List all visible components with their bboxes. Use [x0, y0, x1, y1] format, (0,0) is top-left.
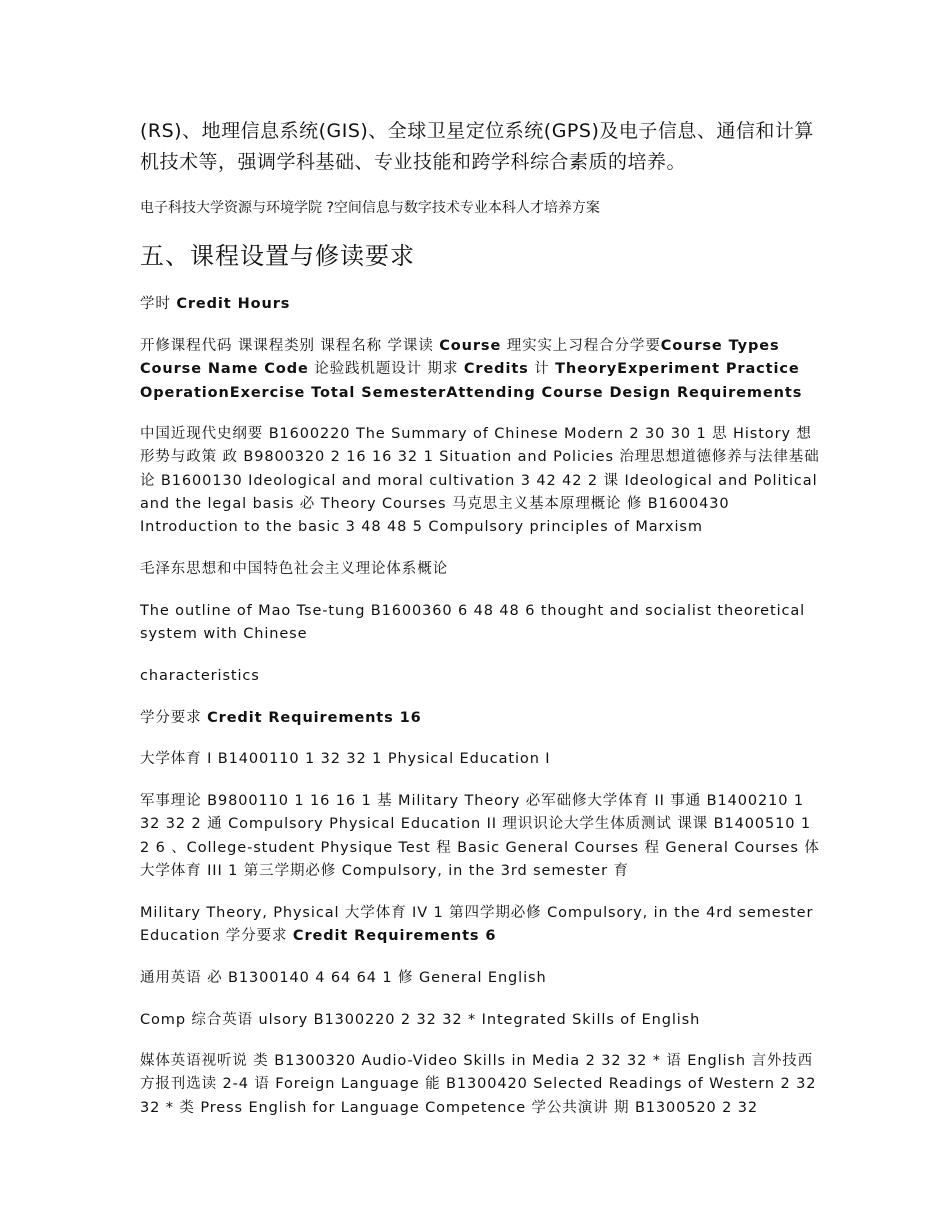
general-english-line: 通用英语 必 B1300140 4 64 64 1 修 General English	[140, 970, 547, 986]
header-text-1: 开修课程代码 课课程类别 课程名称 学课读	[140, 338, 434, 354]
credit-requirements-16-line	[140, 707, 820, 730]
military-pe-paragraph	[140, 902, 820, 949]
header-text-2: 理实实上习程合分学要	[506, 338, 661, 354]
credit-req-label: 学分要求	[140, 710, 208, 726]
credit-hours-bold: Credit Hours	[176, 296, 291, 312]
military-theory-paragraph: 军事理论 B9800110 1 16 16 1 基 Military Theory 必军础修大学体育 II 事通 B1400210 1 32 32 2 通 Compulsory Physical Education II 理识识论大学生体质测试 课课 B1400510 1 2 6 、College-student Physique Test 程 Basic General Courses 程 General Courses 体大学体育 III 1 第三学期必修 Compulsory, in the 3rd semester 育	[140, 793, 820, 879]
credit-req-16-bold: Credit Requirements 16	[207, 710, 422, 726]
header-bold-3: Credits	[463, 361, 529, 378]
header-bold-1: Course	[439, 338, 502, 354]
header-bold-2: Course Types Course Name Code	[140, 338, 780, 378]
section-heading: 五、课程设置与修读要求	[140, 242, 415, 270]
pe-1-line: 大学体育 I B1400110 1 32 32 1 Physical Education I	[140, 751, 551, 767]
credit-hours-label: 学时	[140, 296, 177, 312]
running-header: 电子科技大学资源与环境学院 ?空间信息与数字技术专业本科人才培养方案	[140, 200, 600, 216]
header-text-4: 计	[534, 361, 550, 378]
header-text-3: 论验践机题设计 期求	[314, 361, 459, 378]
integrated-english-line: Comp 综合英语 ulsory B1300220 2 32 32 * Integrated Skills of English	[140, 1012, 701, 1028]
table-header-paragraph	[140, 335, 820, 405]
intro-paragraph: (RS)、地理信息系统(GIS)、全球卫星定位系统(GPS)及电子信息、通信和计算机技术等，强调学科基础、专业技能和跨学科综合素质的培养。	[140, 120, 814, 173]
credit-hours-line	[140, 293, 820, 316]
theory-courses-paragraph: 中国近现代史纲要 B1600220 The Summary of Chinese Modern 2 30 30 1 思 History 想形势与政策 政 B9800320 2 16 16 32 1 Situation and Policies 治理思想道德修养与法律基础 论 B1600130 Ideological and moral cultivation 3 42 42 2 课 Ideological and Political and the legal basis 必 Theory Courses 马克思主义基本原理概论 修 B1600430 Introduction to the basic 3 48 48 5 Compulsory principles of Marxism	[140, 426, 820, 536]
mao-title-line: 毛泽东思想和中国特色社会主义理论体系概论	[140, 561, 448, 577]
header-bold-4: TheoryExperiment Practice OperationExercise Total SemesterAttending Course Design Requirements	[140, 361, 803, 401]
media-english-paragraph: 媒体英语视听说 类 B1300320 Audio-Video Skills in Media 2 32 32 * 语 English 言外技西方报刊选读 2-4 语 Foreign Language 能 B1300420 Selected Readings of Western 2 32 32 * 类 Press English for Language Competence 学公共演讲 期 B1300520 2 32	[140, 1053, 817, 1116]
mao-characteristics-line: characteristics	[140, 668, 260, 684]
military-pe-text: Military Theory, Physical 大学体育 IV 1 第四学期必修 Compulsory, in the 4rd semester Education 学分要求	[140, 905, 814, 945]
mao-outline-paragraph: The outline of Mao Tse-tung B1600360 6 48 48 6 thought and socialist theoretical system with Chinese	[140, 603, 806, 643]
credit-req-6-bold: Credit Requirements 6	[292, 928, 497, 945]
